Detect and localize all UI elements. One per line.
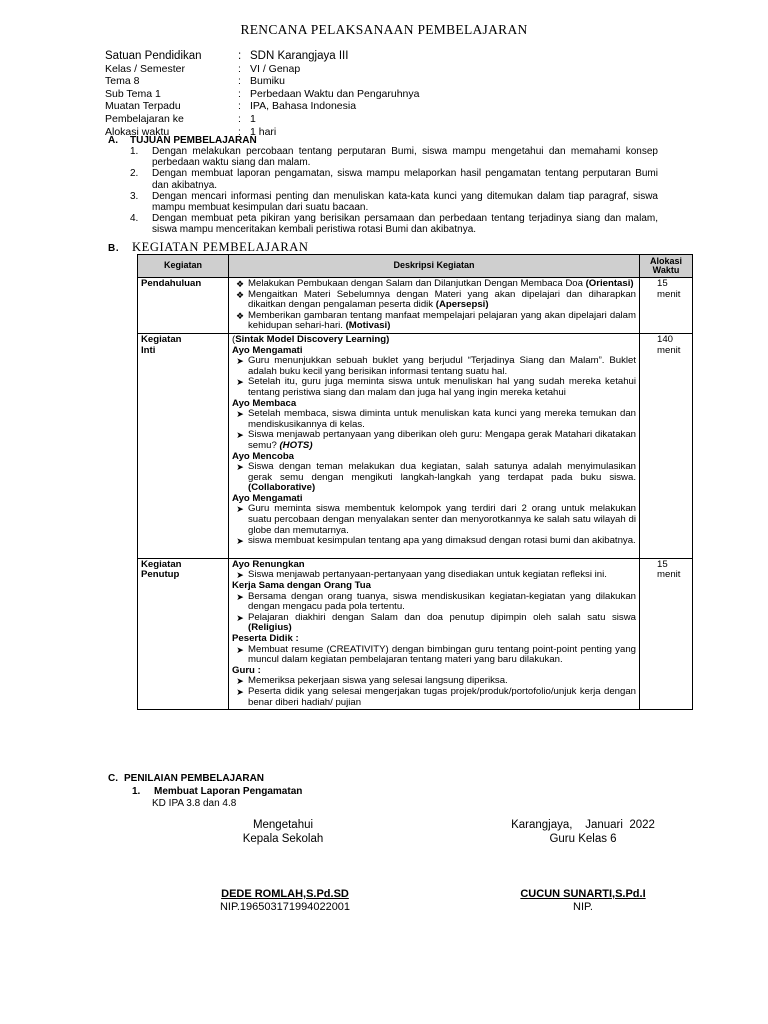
description-cell	[229, 333, 640, 558]
info-row: Muatan Terpadu : IPA, Bahasa Indonesia	[105, 100, 357, 113]
diamond-bullet-icon: ❖	[235, 310, 245, 321]
group-heading: Guru :	[232, 664, 261, 676]
arrow-bullet-icon: ➤	[236, 612, 244, 623]
info-value: Perbedaan Waktu dan Pengaruhnya	[250, 87, 420, 100]
diamond-bullet-icon: ❖	[235, 289, 245, 300]
identity-block	[105, 50, 419, 138]
list-item: 3. Dengan mencari informasi penting dan menuliskan kata-kata kunci yang ditemukan dalam tiap paragraf, siswa mampu membuat kesimpulan dari suatu bacaan.	[130, 190, 658, 214]
page-title: RENCANA PELAKSANAAN PEMBELAJARAN	[240, 22, 528, 37]
info-label: Kelas / Semester	[105, 62, 185, 75]
assessment-kd: KD IPA 3.8 dan 4.8	[152, 798, 237, 809]
info-label: Tema 8	[105, 75, 140, 88]
arrow-bullet-icon: ➤	[236, 377, 244, 388]
time-allocation: 15 menit	[640, 558, 693, 709]
description-cell	[229, 278, 640, 334]
group-heading: Ayo Mengamati	[232, 492, 303, 504]
info-row: Sub Tema 1 : Perbedaan Waktu dan Pengaruhnya	[105, 87, 420, 100]
stage-label: Kegiatan Inti	[138, 333, 229, 558]
table-row	[138, 278, 693, 334]
assessment-item: 1. Membuat Laporan Pengamatan	[132, 786, 303, 797]
info-row: Alokasi waktu : 1 hari	[105, 125, 277, 138]
arrow-bullet-icon: ➤	[236, 462, 244, 473]
arrow-bullet-icon: ➤	[236, 430, 244, 441]
list-item: ➤ Setelah membaca, siswa diminta untuk menuliskan kata kunci yang mereka temukan dan mendiskusikannya di kelas.	[232, 409, 636, 430]
list-item: ➤ Pelajaran diakhiri dengan Salam dan doa penutup dipimpin oleh salah satu siswa (Religius)	[232, 613, 636, 634]
stage-label: Pendahuluan	[138, 278, 229, 334]
column-header: Deskripsi Kegiatan	[229, 255, 640, 278]
info-label: Muatan Terpadu	[105, 100, 181, 113]
list-item: ➤ Guru meminta siswa membentuk kelompok yang terdiri dari 2 orang untuk melakukan suatu percobaan dengan menyalakan senter dan menyorotkannya ke salah satu wilayah di globe dan memutarnya.	[232, 504, 636, 536]
description-cell	[229, 558, 640, 709]
list-item: ➤ Siswa menjawab pertanyaan-pertanyaan yang disediakan untuk kegiatan refleksi ini.	[232, 570, 636, 581]
group-heading: Ayo Mengamati	[232, 344, 303, 356]
table-header-row	[138, 255, 693, 278]
list-item: ➤ siswa membuat kesimpulan tentang apa yang dimaksud dengan rotasi bumi dan akibatnya.	[232, 536, 636, 547]
list-item: ❖ Memberikan gambaran tentang manfaat mempelajari pelajaran yang akan dipelajari dalam kehidupan sehari-hari. (Motivasi)	[232, 311, 636, 332]
arrow-bullet-icon: ➤	[236, 356, 244, 367]
signature-right-heading: Karangjaya, Januari 2022 Guru Kelas 6	[511, 819, 655, 845]
info-label: Alokasi waktu	[105, 125, 170, 138]
arrow-bullet-icon: ➤	[236, 570, 244, 581]
section-c-heading: C. PENILAIAN PEMBELAJARAN	[108, 773, 265, 784]
column-header: Alokasi Waktu	[640, 255, 693, 278]
group-heading: Ayo Mencoba	[232, 450, 295, 462]
list-item: ➤ Membuat resume (CREATIVITY) dengan bimbingan guru tentang point-point penting yang muncul dalam kegiatan pembelajaran tentang materi yang baru dilakukan.	[232, 645, 636, 666]
signature-left-heading: Mengetahui Kepala Sekolah	[242, 819, 324, 845]
table-row	[138, 558, 693, 709]
stage-label: Kegiatan Penutup	[138, 558, 229, 709]
group-heading: Kerja Sama dengan Orang Tua	[232, 580, 371, 592]
list-item: ➤ Setelah itu, guru juga meminta siswa untuk menuliskan hal yang sudah mereka ketahui tentang peristiwa siang dan malam dan juga hal yang ingin mereka ketahui	[232, 377, 636, 398]
info-value: 1 hari	[250, 125, 277, 138]
group-heading: Ayo Renungkan	[232, 558, 305, 570]
list-item: ➤ Memeriksa pekerjaan siswa yang selesai langsung diperiksa.	[232, 676, 636, 687]
principal-name: DEDE ROMLAH,S.Pd.SD	[221, 888, 349, 900]
arrow-bullet-icon: ➤	[236, 644, 244, 655]
group-heading: Ayo Membaca	[232, 397, 297, 409]
arrow-bullet-icon: ➤	[236, 504, 244, 515]
list-item: ➤ Siswa menjawab pertanyaan yang diberikan oleh guru: Mengapa gerak Matahari dikatakan semu? (HOTS)	[232, 430, 636, 451]
list-item: ❖ Melakukan Pembukaan dengan Salam dan Dilanjutkan Dengan Membaca Doa (Orientasi)	[232, 279, 636, 290]
info-value: VI / Genap	[250, 62, 301, 75]
group-heading: Peserta Didik :	[232, 633, 299, 644]
teacher-name: CUCUN SUNARTI,S.Pd.I	[520, 888, 646, 900]
section-a-heading: A. TUJUAN PEMBELAJARAN	[108, 135, 257, 146]
objectives-list	[130, 146, 658, 236]
time-allocation: 140 menit	[640, 333, 693, 558]
arrow-bullet-icon: ➤	[236, 591, 244, 602]
list-item: ➤ Siswa dengan teman melakukan dua kegiatan, salah satunya adalah menyimulasikan gerak semu dengan mengikuti langkah-langkah yang terdapat pada buku siswa. (Collaborative)	[232, 462, 636, 494]
list-item: ➤ Guru menunjukkan sebuah buklet yang berjudul “Terjadinya Siang dan Malam”. Buklet adalah buku kecil yang berisikan informasi tentang suatu hal.	[232, 356, 636, 377]
list-item: 2. Dengan membuat laporan pengamatan, siswa mampu melaporkan hasil pengamatan tentang perputaran Bumi dan akibatnya.	[130, 168, 658, 191]
model-label: (Sintak Model Discovery Learning)	[232, 333, 390, 345]
principal-nip: NIP.196503171994022001	[219, 901, 351, 913]
list-item: 1. Dengan melakukan percobaan tentang perputaran Bumi, siswa mampu mengetahui dan memahami konsep perbedaan waktu siang dan malam.	[130, 146, 658, 169]
list-item: ➤ Bersama dengan orang tuanya, siswa mendiskusikan kegiatan-kegiatan yang dilakukan dengan mengacu pada pola tertentu.	[232, 592, 636, 613]
info-value: IPA, Bahasa Indonesia	[250, 100, 357, 113]
diamond-bullet-icon: ❖	[235, 279, 245, 289]
time-allocation: 15 menit	[640, 278, 693, 334]
column-header: Kegiatan	[138, 255, 229, 278]
info-row: Kelas / Semester : VI / Genap	[105, 62, 301, 75]
info-row: Pembelajaran ke : 1	[105, 112, 256, 125]
info-label: Satuan Pendidikan	[105, 50, 202, 62]
arrow-bullet-icon: ➤	[236, 536, 244, 547]
table-row	[138, 333, 693, 558]
arrow-bullet-icon: ➤	[236, 409, 244, 420]
arrow-bullet-icon: ➤	[236, 686, 244, 697]
list-item: 4. Dengan membuat peta pikiran yang berisikan persamaan dan perbedaan tentang terjadinya siang dan malam, siswa mampu menceritakan kembali peristiwa rotasi Bumi dan akibatnya.	[130, 213, 658, 236]
principal-signature	[200, 888, 370, 914]
info-value: Bumiku	[250, 75, 286, 88]
info-label: Pembelajaran ke	[105, 112, 184, 125]
info-row: Satuan Pendidikan : SDN Karangjaya III	[105, 50, 349, 62]
info-value: 1	[250, 112, 256, 125]
list-item: ❖ Mengaitkan Materi Sebelumnya dengan Materi yang akan dipelajari dan diharapkan dikaitkan dengan pengalaman peserta didik (Apersepsi)	[232, 290, 636, 311]
info-row: Tema 8 : Bumiku	[105, 75, 286, 88]
activities-table	[137, 254, 693, 710]
section-b-heading: B. KEGIATAN PEMBELAJARAN	[108, 240, 309, 254]
info-value: SDN Karangjaya III	[250, 50, 349, 62]
list-item: ➤ Peserta didik yang selesai mengerjakan tugas projek/produk/portofolio/unjuk kerja dengan benar diberi hadiah/ pujian	[232, 687, 636, 708]
arrow-bullet-icon: ➤	[236, 676, 244, 687]
info-label: Sub Tema 1	[105, 87, 161, 100]
teacher-signature	[498, 888, 668, 914]
teacher-nip: NIP.	[573, 901, 593, 913]
